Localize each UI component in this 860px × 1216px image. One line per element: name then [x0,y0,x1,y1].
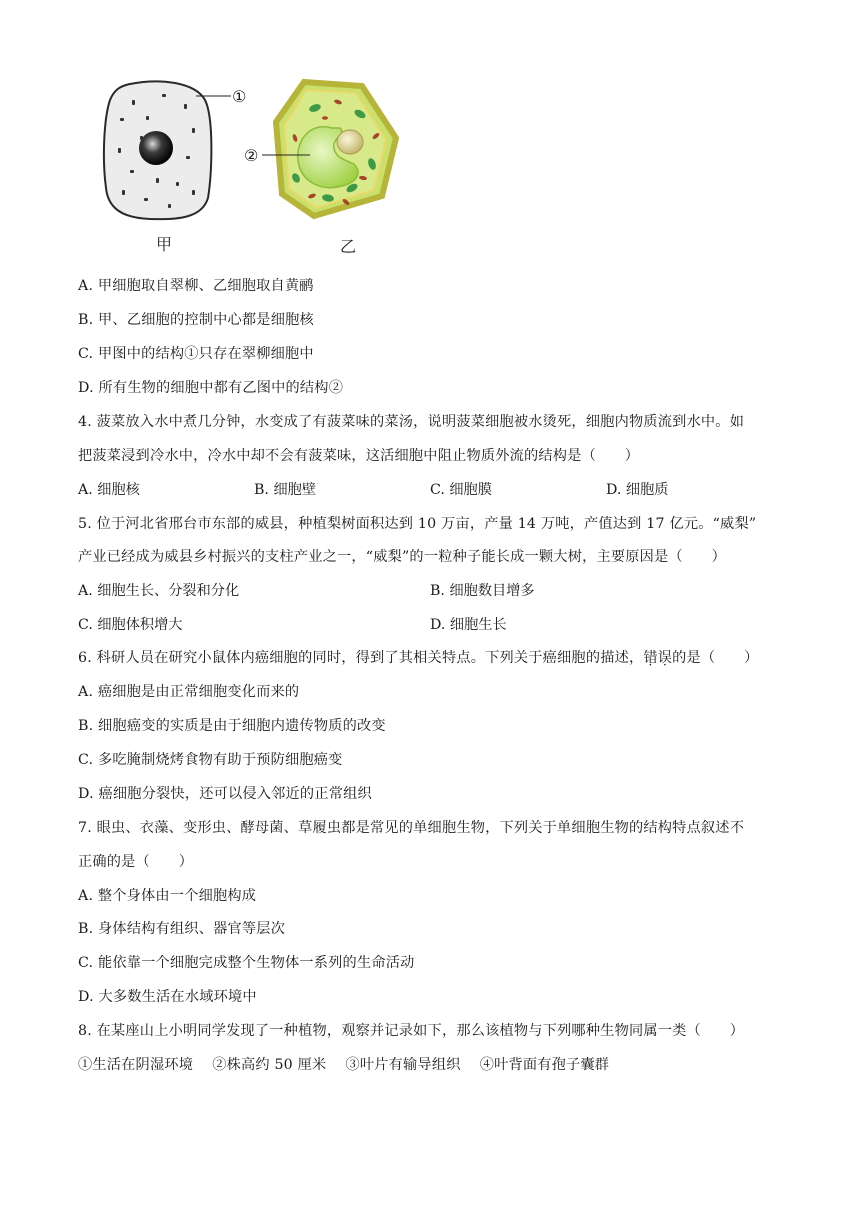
q5-option-b: B. 细胞数目增多 [430,583,535,599]
q3-option-c: C. 甲图中的结构①只存在翠柳细胞中 [78,346,314,362]
q4-option-a: A. 细胞核 [78,482,140,498]
q5-stem-line2: 产业已经成为威县乡村振兴的支柱产业之一，“威梨”的一粒种子能长成一颗大树，主要原因是（ ） [78,549,726,565]
q5-stem-line1: 5. 位于河北省邢台市东部的威县，种植梨树面积达到 10 万亩，产量 14 万吨，产值达到 17 亿元。“威梨” [78,516,757,532]
q3-option-b: B. 甲、乙细胞的控制中心都是细胞核 [78,312,314,328]
q8-observations: ①生活在阴湿环境 ②株高约 50 厘米 ③叶片有输导组织 ④叶背面有孢子囊群 [78,1057,610,1073]
marker-2: ② [244,146,259,165]
q7-stem-line1: 7. 眼虫、衣藻、变形虫、酵母菌、草履虫都是常见的单细胞生物，下列关于单细胞生物的结构特点叙述不 [78,820,745,836]
q6-stem-before: 6. 科研人员在研究小鼠体内癌细胞的同时，得到了其相关特点。下列关于癌细胞的描述， [78,650,644,666]
q6-option-a: A. 癌细胞是由正常细胞变化而来的 [78,684,300,700]
q4-option-b: B. 细胞壁 [254,482,317,498]
q7-option-d: D. 大多数生活在水域环境中 [78,989,257,1005]
cell-diagram-figure [100,78,400,258]
label-jia: 甲 [156,235,173,254]
animal-cell-jia [104,81,231,219]
q8-stem-line1: 8. 在某座山上小明同学发现了一种植物，观察并记录如下，那么该植物与下列哪种生物同属一类（ ） [78,1023,745,1039]
q4-option-c: C. 细胞膜 [430,482,492,498]
q3-option-d: D. 所有生物的细胞中都有乙图中的结构② [78,380,344,396]
q5-option-a: A. 细胞生长、分裂和分化 [78,583,240,599]
q7-stem-line2: 正确的是（ ） [78,854,194,870]
q7-option-b: B. 身体结构有组织、器官等层次 [78,921,286,937]
q4-option-d: D. 细胞质 [606,482,669,498]
q6-option-b: B. 细胞癌变的实质是由于细胞内遗传物质的改变 [78,718,386,734]
q6-option-c: C. 多吃腌制烧烤食物有助于预防细胞癌变 [78,752,343,768]
q4-stem-line1: 4. 菠菜放入水中煮几分钟，水变成了有菠菜味的菜汤，说明菠菜细胞被水烫死，细胞内物质流到水中。如 [78,414,745,430]
q5-option-d: D. 细胞生长 [430,617,507,633]
q6-stem [78,648,758,668]
q5-option-c: C. 细胞体积增大 [78,617,183,633]
q6-emphasis-char-1: 错 [643,650,658,666]
cell-diagrams [100,78,400,258]
q6-stem-after: 的是（ ） [672,650,759,666]
q7-option-a: A. 整个身体由一个细胞构成 [78,888,257,904]
q7-option-c: C. 能依靠一个细胞完成整个生物体一系列的生命活动 [78,955,415,971]
q6-option-d: D. 癌细胞分裂快，还可以侵入邻近的正常组织 [78,786,372,802]
q6-emphasis-char-2: 误 [657,650,673,666]
label-yi: 乙 [340,237,357,256]
marker-1: ① [232,87,247,106]
q3-option-a: A. 甲细胞取自翠柳、乙细胞取自黄鹂 [78,278,314,294]
plant-cell-yi [262,82,396,216]
q4-stem-line2: 把菠菜浸到冷水中，冷水中却不会有菠菜味，这活细胞中阻止物质外流的结构是（ ） [78,448,640,464]
